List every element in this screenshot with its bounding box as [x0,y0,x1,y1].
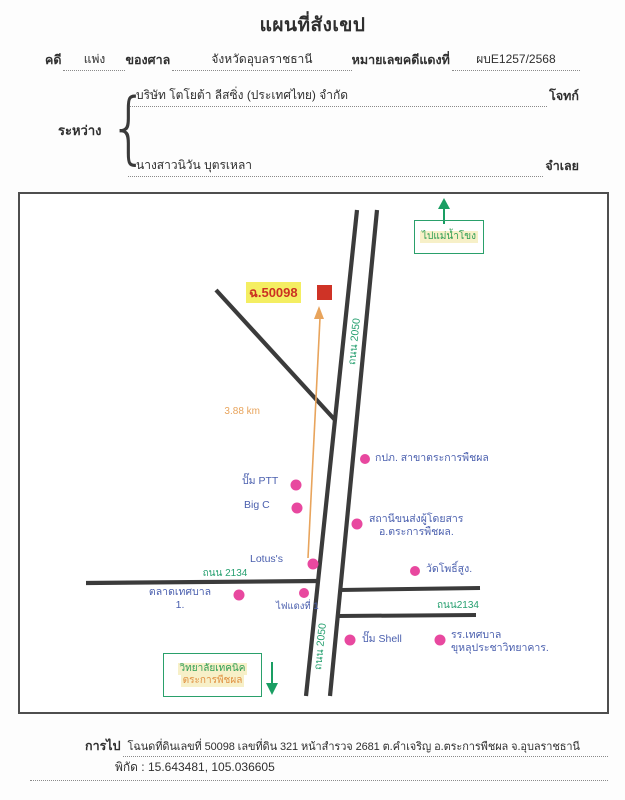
south-arrow-head-icon [266,683,278,695]
poi-label-bigc: Big C [244,499,270,511]
road-2050-top-label: ถนน 2050 [346,317,363,366]
plaintiff-role: โจทก์ [549,89,579,103]
court-name-field: จังหวัดอุบลราชธานี [172,50,351,71]
court-label: ของศาล [125,53,171,67]
poi-label-school-line2: ขุหลุประชาวิทยาคาร. [451,642,549,654]
poi-label-pwa: กปภ. สาขาตระการพืชผล [375,452,489,464]
poi-dot-bus-terminal [352,519,363,530]
case-header-row [45,50,580,71]
page-title: แผนที่สังเขป [259,15,366,36]
case-no-field: ผบE1257/2568 [452,50,580,71]
brace-glyph: { [108,83,149,173]
case-no-label: หมายเลขคดีแดงที่ [351,53,450,67]
destination-row [85,736,608,757]
poi-dot-shell [345,635,356,646]
north-sign [414,220,484,254]
coordinates-value: พิกัด : 15.643481, 105.036605 [115,760,275,774]
route-arrow-line [308,318,320,558]
coordinates-row [30,758,608,781]
sketch-map [18,192,609,714]
road-2134-east-upper-line [340,588,480,590]
poi-dot-ptt [291,480,302,491]
road-2050-right-line [330,210,377,696]
poi-dot-school [435,635,446,646]
poi-dot-bigc [292,503,303,514]
poi-label-school [451,629,549,655]
poi-label-bus-line1: สถานีขนส่งผู้โดยสาร [369,513,464,525]
case-type-field: แพ่ง [63,50,125,71]
case-label: คดี [45,53,62,67]
road-2134-east-lower-line [338,615,476,616]
poi-label-market [136,586,224,612]
poi-label-bus-line2: อ.ตระการพืชผล. [379,526,454,538]
poi-dot-wat-pho-sung [410,566,420,576]
poi-label-lotus: Lotus's [250,553,283,565]
poi-dot-lotus [308,559,319,570]
poi-label-school-line1: รร.เทศบาล [451,629,502,641]
college-sign [163,653,262,697]
road-2050-bottom-label: ถนน 2050 [312,622,329,671]
poi-label-shell: ปั๊ม Shell [362,633,402,645]
plaintiff-row [128,86,579,107]
defendant-row [128,156,579,177]
parcel-marker [317,285,332,300]
poi-label-market-line2: 1. [175,599,185,611]
going-label: การไป [85,739,121,753]
poi-dot-market [234,590,245,601]
poi-label-wat-pho-sung: วัดโพธิ์สูง. [426,563,473,575]
college-sign-line1: วิทยาลัยเทคนิค [179,663,246,674]
destination-field: โฉนดที่ดินเลขที่ 50098 เลขที่ดิน 321 หน้าสำรวจ 2681 ต.คำเจริญ อ.ตระการพืชผล จ.อุบลราชธานี [123,737,608,757]
between-label: ระหว่าง [58,123,102,138]
parcel-label: ฉ.50098 [246,282,301,303]
road-branch-line [216,290,335,420]
distance-label: 3.88 km [224,406,260,417]
college-sign-line2: ตระการพืชผล [182,675,243,686]
poi-dot-pwa [360,454,370,464]
road-2134-west-label: ถนน 2134 [202,568,248,579]
defendant-role: จำเลย [545,159,579,173]
route-arrow-head-icon [314,306,324,319]
poi-label-ptt: ปั๊ม PTT [242,475,279,487]
poi-label-bus-terminal [369,513,463,539]
north-arrow-head-icon [438,198,450,209]
north-sign-text: ไปแม่น้ำโขง [422,231,476,242]
poi-label-traffic-light: ไฟแดงที่ 1 [276,601,319,612]
poi-label-market-line1: ตลาดเทศบาล [148,586,212,598]
poi-dot-traffic-light [299,588,309,598]
road-2134-west-line [86,581,318,583]
plaintiff-name: บริษัท โตโยต้า ลีสซิ่ง (ประเทศไทย) จำกัด [128,86,547,107]
defendant-name: นางสาวนิวัน บุตรเหลา [128,156,543,177]
road-2134-east-label: ถนน2134 [437,600,479,611]
